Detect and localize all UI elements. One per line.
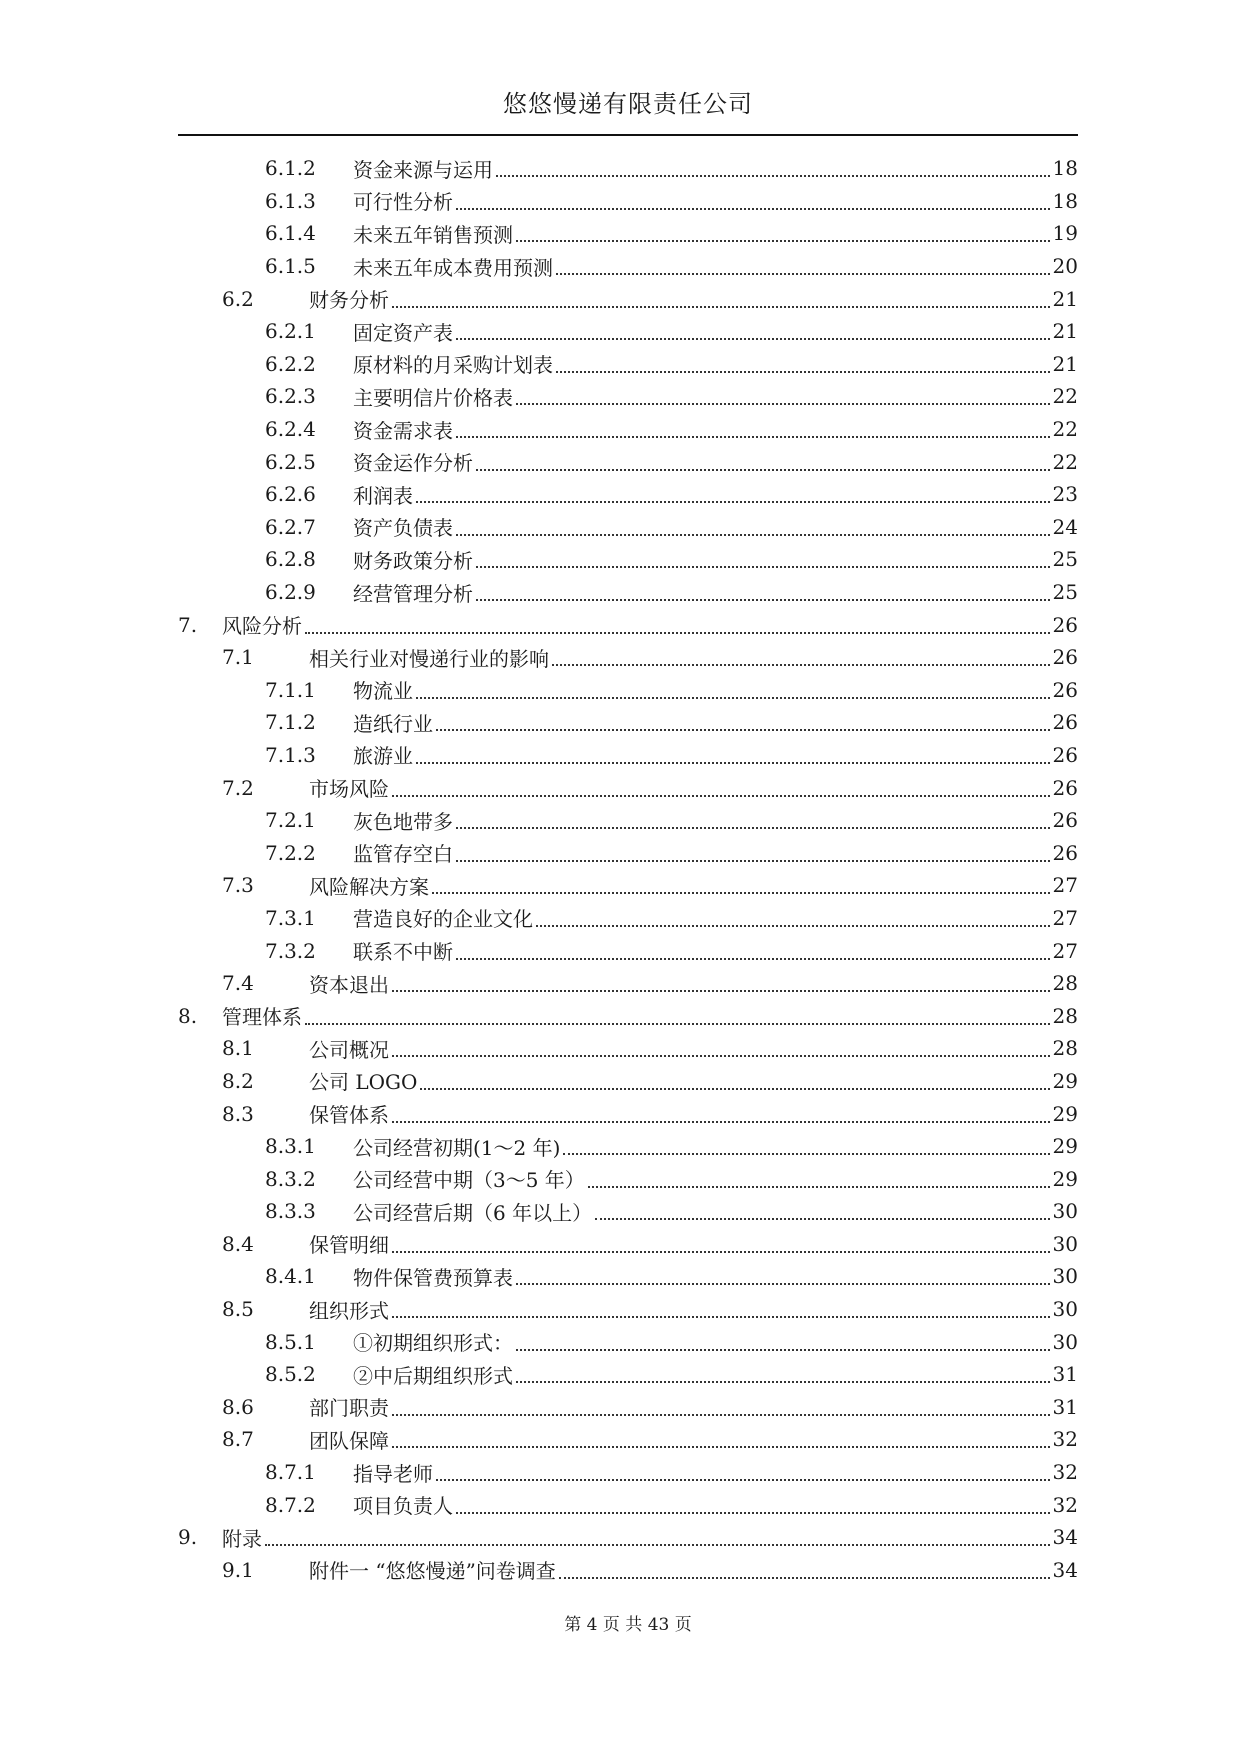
toc-entry-number: 7.1.2	[265, 710, 316, 735]
toc-dot-leader	[496, 175, 1050, 177]
toc-dot-leader	[392, 1414, 1050, 1416]
toc-dot-leader	[416, 501, 1050, 503]
toc-entry-title: 资产负债表	[353, 516, 453, 541]
toc-entry-title: ①初期组织形式：	[353, 1331, 513, 1356]
toc-entry-title: 附录	[222, 1526, 262, 1551]
page-footer: 第 4 页 共 43 页	[564, 1615, 692, 1635]
toc-entry-number: 8.2	[222, 1068, 254, 1093]
toc-dot-leader	[456, 958, 1050, 960]
toc-entry[interactable]	[178, 674, 1078, 707]
toc-entry-title: 相关行业对慢递行业的影响	[309, 646, 549, 671]
toc-entry[interactable]	[178, 1228, 1078, 1261]
toc-entry-page-number: 20	[1052, 254, 1078, 279]
toc-entry-title: 团队保障	[309, 1428, 389, 1453]
toc-entry-number: 8.5.2	[265, 1362, 316, 1387]
toc-entry[interactable]	[178, 543, 1078, 576]
toc-entry-number: 6.1.4	[265, 221, 316, 246]
toc-entry-number: 6.2.5	[265, 449, 316, 474]
header-rule	[178, 134, 1078, 136]
toc-dot-leader	[516, 1381, 1050, 1383]
toc-entry-page-number: 26	[1052, 742, 1078, 767]
toc-entry-title: 公司概况	[309, 1037, 389, 1062]
toc-entry-title: ②中后期组织形式	[353, 1363, 513, 1388]
toc-entry-page-number: 26	[1052, 677, 1078, 702]
toc-entry[interactable]	[178, 1260, 1078, 1293]
toc-entry-title: 物件保管费预算表	[353, 1265, 513, 1290]
toc-entry-title: 财务政策分析	[353, 548, 473, 573]
toc-dot-leader	[556, 273, 1050, 275]
toc-entry-number: 8.5.1	[265, 1329, 316, 1354]
toc-dot-leader	[416, 762, 1050, 764]
toc-entry-title: 项目负责人	[353, 1494, 453, 1519]
toc-dot-leader	[305, 632, 1050, 634]
toc-entry-title: 资金来源与运用	[353, 157, 493, 182]
toc-entry-number: 6.2.6	[265, 482, 316, 507]
toc-dot-leader	[563, 1153, 1049, 1155]
toc-entry[interactable]	[178, 999, 1078, 1032]
toc-entry-title: 旅游业	[353, 744, 413, 769]
toc-entry[interactable]	[178, 445, 1078, 478]
toc-entry-title: 公司经营初期(1～2 年)	[353, 1135, 561, 1160]
toc-entry-page-number: 29	[1052, 1166, 1078, 1191]
toc-entry-page-number: 32	[1052, 1492, 1078, 1517]
toc-entry-page-number: 19	[1052, 221, 1078, 246]
toc-entry-title: 未来五年销售预测	[353, 222, 513, 247]
toc-entry-number: 6.2.8	[265, 547, 316, 572]
toc-entry-page-number: 18	[1052, 188, 1078, 213]
toc-entry-page-number: 26	[1052, 808, 1078, 833]
toc-entry-number: 8.	[178, 1003, 198, 1028]
toc-entry[interactable]	[178, 967, 1078, 1000]
toc-entry-title: 财务分析	[309, 288, 389, 313]
toc-entry-page-number: 27	[1052, 938, 1078, 963]
toc-entry[interactable]	[178, 836, 1078, 869]
toc-entry-number: 6.2	[222, 286, 254, 311]
toc-entry-title: 资本退出	[309, 972, 389, 997]
toc-entry-title: 公司经营中期（3～5 年）	[353, 1168, 585, 1193]
toc-entry-number: 7.3.1	[265, 905, 316, 930]
toc-dot-leader	[588, 1186, 1050, 1188]
toc-entry-page-number: 30	[1052, 1231, 1078, 1256]
toc-entry[interactable]	[178, 380, 1078, 413]
toc-entry-page-number: 32	[1052, 1460, 1078, 1485]
toc-entry-title: 造纸行业	[353, 711, 433, 736]
toc-entry-page-number: 21	[1052, 319, 1078, 344]
toc-entry-page-number: 29	[1052, 1101, 1078, 1126]
toc-entry-number: 7.1.1	[265, 677, 316, 702]
toc-entry-title: 营造良好的企业文化	[353, 907, 533, 932]
toc-entry[interactable]	[178, 608, 1078, 641]
toc-dot-leader	[432, 892, 1050, 894]
toc-entry-number: 8.4	[222, 1231, 254, 1256]
toc-entry-page-number: 25	[1052, 547, 1078, 572]
toc-dot-leader	[265, 1544, 1050, 1546]
toc-dot-leader	[392, 795, 1050, 797]
toc-entry-title: 公司 LOGO	[309, 1070, 418, 1095]
toc-entry-number: 7.	[178, 612, 198, 637]
toc-entry-title: 附件一 “悠悠慢递”问卷调查	[309, 1559, 556, 1584]
toc-entry-page-number: 26	[1052, 645, 1078, 670]
toc-entry-number: 9.1	[222, 1557, 254, 1582]
toc-entry-title: 保管体系	[309, 1103, 389, 1128]
toc-entry[interactable]	[178, 1456, 1078, 1489]
toc-entry-title: 风险分析	[222, 614, 302, 639]
toc-entry[interactable]	[178, 1293, 1078, 1326]
toc-entry[interactable]	[178, 152, 1078, 185]
toc-entry-number: 6.2.3	[265, 384, 316, 409]
toc-entry[interactable]	[178, 1032, 1078, 1065]
toc-entry-number: 6.2.2	[265, 351, 316, 376]
toc-entry-number: 8.5	[222, 1297, 254, 1322]
toc-dot-leader	[456, 436, 1050, 438]
toc-entry-page-number: 26	[1052, 775, 1078, 800]
toc-entry-number: 6.1.5	[265, 254, 316, 279]
toc-entry-number: 6.2.9	[265, 580, 316, 605]
toc-entry-number: 6.2.7	[265, 514, 316, 539]
toc-entry-page-number: 30	[1052, 1329, 1078, 1354]
toc-dot-leader	[456, 827, 1050, 829]
toc-entry-page-number: 26	[1052, 710, 1078, 735]
toc-entry-title: 保管明细	[309, 1233, 389, 1258]
toc-entry-title: 组织形式	[309, 1298, 389, 1323]
toc-entry-number: 7.2.2	[265, 840, 316, 865]
toc-entry[interactable]	[178, 413, 1078, 446]
toc-entry[interactable]	[178, 282, 1078, 315]
toc-entry[interactable]	[178, 1554, 1078, 1587]
toc-dot-leader	[456, 208, 1050, 210]
toc-entry[interactable]	[178, 739, 1078, 772]
toc-entry-title: 指导老师	[353, 1461, 433, 1486]
toc-dot-leader	[456, 338, 1050, 340]
toc-entry-number: 8.4.1	[265, 1264, 316, 1289]
toc-entry-number: 8.7	[222, 1427, 254, 1452]
toc-entry-page-number: 27	[1052, 873, 1078, 898]
toc-entry-number: 8.3.1	[265, 1134, 316, 1159]
toc-entry-title: 联系不中断	[353, 940, 453, 965]
toc-dot-leader	[436, 729, 1050, 731]
toc-dot-leader	[456, 534, 1050, 536]
toc-entry[interactable]	[178, 478, 1078, 511]
toc-entry-title: 原材料的月采购计划表	[353, 353, 553, 378]
toc-entry-number: 9.	[178, 1525, 198, 1550]
toc-entry-number: 7.2	[222, 775, 254, 800]
toc-entry[interactable]	[178, 315, 1078, 348]
toc-entry-page-number: 28	[1052, 1036, 1078, 1061]
toc-dot-leader	[516, 1283, 1050, 1285]
toc-entry[interactable]	[178, 934, 1078, 967]
toc-dot-leader	[516, 240, 1050, 242]
toc-dot-leader	[476, 566, 1050, 568]
toc-entry[interactable]	[178, 902, 1078, 935]
toc-entry[interactable]	[178, 1358, 1078, 1391]
toc-entry[interactable]	[178, 1325, 1078, 1358]
toc-entry-number: 7.4	[222, 971, 254, 996]
toc-dot-leader	[436, 1479, 1050, 1481]
toc-entry-title: 固定资产表	[353, 320, 453, 345]
toc-entry-page-number: 32	[1052, 1427, 1078, 1452]
toc-entry[interactable]	[178, 1423, 1078, 1456]
toc-dot-leader	[392, 990, 1050, 992]
toc-entry[interactable]	[178, 511, 1078, 544]
toc-entry-number: 6.1.3	[265, 188, 316, 213]
toc-entry[interactable]	[178, 576, 1078, 609]
toc-dot-leader	[392, 306, 1050, 308]
toc-entry-number: 8.7.2	[265, 1492, 316, 1517]
toc-entry-page-number: 22	[1052, 449, 1078, 474]
toc-entry-page-number: 29	[1052, 1068, 1078, 1093]
toc-entry-page-number: 26	[1052, 612, 1078, 637]
toc-entry[interactable]	[178, 1097, 1078, 1130]
toc-entry-page-number: 23	[1052, 482, 1078, 507]
toc-entry-title: 物流业	[353, 679, 413, 704]
toc-entry[interactable]	[178, 1130, 1078, 1163]
toc-entry[interactable]	[178, 1521, 1078, 1554]
toc-entry[interactable]	[178, 250, 1078, 283]
page-header: 悠悠慢递有限责任公司	[503, 90, 753, 118]
toc-entry-title: 公司经营后期（6 年以上）	[353, 1200, 593, 1225]
toc-entry-number: 8.6	[222, 1394, 254, 1419]
toc-entry-number: 7.1.3	[265, 742, 316, 767]
toc-dot-leader	[392, 1121, 1050, 1123]
toc-entry-page-number: 21	[1052, 286, 1078, 311]
toc-entry-title: 利润表	[353, 483, 413, 508]
toc-dot-leader	[392, 1251, 1050, 1253]
toc-entry-number: 7.3.2	[265, 938, 316, 963]
toc-entry-title: 管理体系	[222, 1005, 302, 1030]
toc-entry-page-number: 18	[1052, 156, 1078, 181]
toc-dot-leader	[456, 1512, 1050, 1514]
toc-dot-leader	[476, 599, 1050, 601]
toc-dot-leader	[595, 1218, 1049, 1220]
toc-entry-title: 资金运作分析	[353, 451, 473, 476]
toc-entry-page-number: 29	[1052, 1134, 1078, 1159]
toc-entry-title: 部门职责	[309, 1396, 389, 1421]
toc-dot-leader	[420, 1088, 1049, 1090]
toc-dot-leader	[559, 1577, 1050, 1579]
toc-entry-title: 灰色地带多	[353, 809, 453, 834]
toc-entry[interactable]	[178, 1195, 1078, 1228]
toc-entry[interactable]	[178, 1162, 1078, 1195]
toc-entry-page-number: 30	[1052, 1199, 1078, 1224]
toc-entry[interactable]	[178, 1391, 1078, 1424]
toc-dot-leader	[536, 925, 1050, 927]
table-of-contents	[178, 152, 1078, 1586]
toc-entry-title: 可行性分析	[353, 190, 453, 215]
toc-entry-page-number: 27	[1052, 905, 1078, 930]
toc-entry-page-number: 21	[1052, 351, 1078, 376]
toc-entry-page-number: 26	[1052, 840, 1078, 865]
toc-entry[interactable]	[178, 641, 1078, 674]
toc-entry-title: 监管存空白	[353, 842, 453, 867]
toc-dot-leader	[392, 1055, 1050, 1057]
toc-entry-page-number: 24	[1052, 514, 1078, 539]
toc-entry[interactable]	[178, 804, 1078, 837]
toc-entry-number: 8.7.1	[265, 1460, 316, 1485]
toc-entry-number: 6.2.1	[265, 319, 316, 344]
toc-entry-page-number: 25	[1052, 580, 1078, 605]
toc-entry-number: 8.3.2	[265, 1166, 316, 1191]
toc-entry[interactable]	[178, 1488, 1078, 1521]
toc-entry[interactable]	[178, 771, 1078, 804]
toc-dot-leader	[416, 697, 1050, 699]
toc-entry-page-number: 28	[1052, 1003, 1078, 1028]
toc-entry-page-number: 34	[1052, 1557, 1078, 1582]
toc-entry[interactable]	[178, 348, 1078, 381]
toc-dot-leader	[392, 1316, 1050, 1318]
toc-entry[interactable]	[178, 706, 1078, 739]
toc-entry-number: 7.1	[222, 645, 254, 670]
toc-entry-title: 资金需求表	[353, 418, 453, 443]
toc-dot-leader	[476, 469, 1050, 471]
toc-entry[interactable]	[178, 869, 1078, 902]
toc-entry-number: 8.3	[222, 1101, 254, 1126]
toc-entry-page-number: 22	[1052, 417, 1078, 442]
toc-entry-number: 7.3	[222, 873, 254, 898]
toc-entry-title: 经营管理分析	[353, 581, 473, 606]
toc-entry-page-number: 31	[1052, 1362, 1078, 1387]
toc-entry-title: 市场风险	[309, 777, 389, 802]
toc-entry-title: 主要明信片价格表	[353, 385, 513, 410]
toc-dot-leader	[516, 1349, 1050, 1351]
toc-entry-page-number: 31	[1052, 1394, 1078, 1419]
toc-entry-number: 6.1.2	[265, 156, 316, 181]
toc-dot-leader	[456, 860, 1050, 862]
toc-entry-page-number: 30	[1052, 1297, 1078, 1322]
toc-entry-number: 7.2.1	[265, 808, 316, 833]
toc-entry-number: 8.1	[222, 1036, 254, 1061]
toc-dot-leader	[556, 371, 1050, 373]
toc-entry-title: 未来五年成本费用预测	[353, 255, 553, 280]
toc-entry-page-number: 28	[1052, 971, 1078, 996]
toc-entry-number: 8.3.3	[265, 1199, 316, 1224]
toc-entry-page-number: 34	[1052, 1525, 1078, 1550]
toc-entry-title: 风险解决方案	[309, 874, 429, 899]
toc-dot-leader	[392, 1446, 1050, 1448]
toc-entry-page-number: 22	[1052, 384, 1078, 409]
toc-entry-number: 6.2.4	[265, 417, 316, 442]
toc-dot-leader	[552, 664, 1050, 666]
toc-entry[interactable]	[178, 1065, 1078, 1098]
toc-dot-leader	[305, 1023, 1050, 1025]
toc-entry[interactable]	[178, 217, 1078, 250]
toc-dot-leader	[516, 403, 1050, 405]
toc-entry[interactable]	[178, 185, 1078, 218]
toc-entry-page-number: 30	[1052, 1264, 1078, 1289]
